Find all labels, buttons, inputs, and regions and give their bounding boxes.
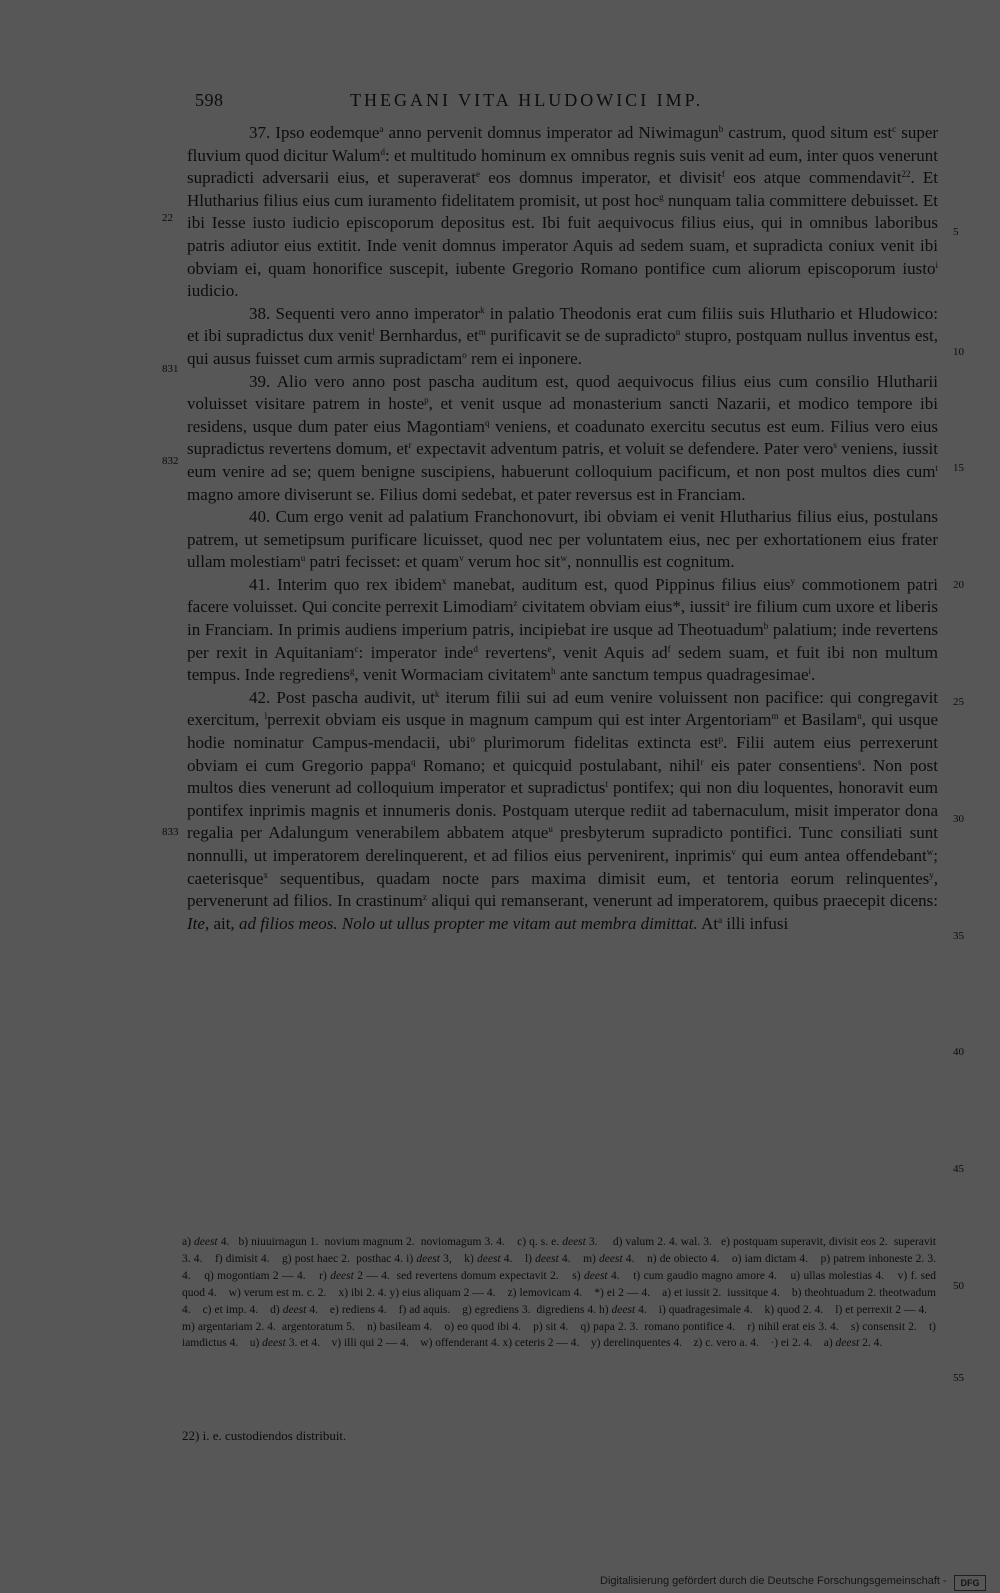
chapter-paragraph (187, 574, 938, 687)
year-marker: 832 (162, 455, 179, 467)
apparatus-note: a) deest 4. b) niuuirnagun 1. novium magnum 2. noviomagum 3. 4. c) q. s. e. deest 3. d) valum 2. 4. wal. 3. e) postquam superavit, divisit eos 2. superavit 3. 4. f) dimisit 4. g) post haec 2. posthac 4. i) deest 3, k) deest 4. l) deest 4. m) deest 4. n) de obiecto 4. o) iam dictam 4. p) patrem inhoneste 2. 3. 4. q) mogontiam 2 — 4. r) deest 2 — 4. sed revertens domum expectavit 2. s) deest 4. t) cum gaudio magno amore 4. u) ullas molestias 4. v) f. sed quod 4. w) verum est m. c. 2. x) ibi 2. 4. y) eius aliquam 2 — 4. z) lemovicam 4. *) ei 2 — 4. a) et iussit 2. iussitque 4. b) theohtuadum 2. theotwadum 4. c) et imp. 4. d) deest 4. e) rediens 4. f) ad aquis. g) egrediens 3. digrediens 4. h) deest 4. i) quadragesimale 4. k) quod 2. 4. l) et perrexit 2 — 4. m) argentariam 2. 4. argentoratum 5. n) basileam 4. o) eo quod ibi 4. p) sit 4. q) papa 2. 3. romano pontifice 4. r) nihil erat eis 3. 4. s) consensit 2. t) iamdictus 4. u) deest 3. et 4. v) illi qui 2 — 4. w) offenderant 4. x) ceteris 2 — 4. y) derelinquentes 4. z) c. vero a. 4. ·) ei 2. 4. a) deest 2. 4. (182, 1236, 937, 1350)
chapter-number: 42. (249, 687, 277, 707)
line-number: 5 (953, 226, 959, 238)
year-marker: 833 (162, 826, 179, 838)
line-number: 20 (953, 579, 964, 591)
chapter-number: 39. (249, 371, 277, 391)
year-marker: 22 (162, 212, 173, 224)
chapter-paragraph (187, 687, 938, 936)
critical-apparatus (182, 1234, 936, 1352)
line-number: 40 (953, 1046, 964, 1058)
line-number: 30 (953, 813, 964, 825)
main-text (187, 122, 938, 935)
dfg-logo: DFG (954, 1575, 986, 1591)
funding-footer (600, 1575, 998, 1591)
chapter-text: Post pascha audivit, $ut^k$ iterum filii sui ad eum venire voluissent non pacifice: qui congregavit exercitum, $^l$perrexit obviam eis usque in magnum campum qui est inter Argentoriam$^m$ et Basilam$^n$, qui usque hodie nominatur Campus-mendacii, ubi$^o$ plurimorum fidelitas extincta est$^p$. Filii autem eius perrexerunt obviam ei cum Gregorio pappa$^q$ Romano; et quicquid postulabant, nihil$^r$ eis pater consentiens$^s$. Non post multos dies venerunt ad colloquium imperator et supradictus$^t$ pontifex; qui non diu loquentes, honoravit eum pontifex inprimis magnis et innumeris donis. Postquam uterque rediit ad tabernaculum, misit imperator dona regalia per Adalungum venerabilem abbatem atque$^u$ presbyterum supradicto pontifici. Tunc consiliati sunt nonnulli, ut imperatorem derelinquerent, et ad filios eius pervenirent, inprimis$^v$ qui eum antea offendebant$^w$; caeterisque$^x$ sequentibus, quadam nocte pars maxima dimisit eum, et tentoria eorum relinquentes$^y$, pervenerunt ad filios. In crastinum$^z$ aliqui qui remanserant, venerunt ad imperatorem, quibus praecepit dicens: Ite, ait, ad filios meos. Nolo ut ullus propter me vitam aut membra dimittat. At$^a$ illi infusi (187, 687, 939, 933)
chapter-paragraph (187, 303, 938, 371)
chapter-text: Alio vero anno post pascha auditum est, quod aequivocus filius eius cum consilio Hlutharii voluisset visitare patrem in hoste$^p$, et venit usque ad monasterium sancti Nazarii, et modico tempore ibi residens, usque dum pater eius Magontiam$^q$ veniens, et coadunato exercitu secutus est eum. Filius vero eius supradictus revertens domum, $et^r$ expectavit adventum patris, et voluit se defendere. Pater vero$^s$ veniens, iussit eum venire ad se; quem benigne suscipiens, habuerunt colloquium pacificum, et non post multos dies cum$^t$ magno amore diviserunt se. Filius domi sedebat, et pater reversus est in Franciam. (187, 371, 938, 504)
page-number: 598 (195, 90, 224, 110)
chapter-number: 40. (249, 507, 276, 527)
chapter-paragraph (187, 506, 938, 574)
line-number: 45 (953, 1163, 964, 1175)
line-number: 35 (953, 930, 964, 942)
line-number: 55 (953, 1372, 964, 1384)
line-number: 50 (953, 1280, 964, 1292)
chapter-text: Interim quo rex ibidem$^x$ manebat, auditum est, quod Pippinus filius eius$^y$ commotionem patri facere voluisset. Qui concite perrexit Limodiam$^z$ civitatem obviam eius*, iussit$^a$ ire filium cum uxore et liberis in Franciam. In primis audiens imperium patris, incipiebat ire usque ad Theotuadum$^b$ palatium; inde revertens per rexit in Aquitaniam$^c$: imperator inde$^d$ revertens$^e$, venit Aquis $ad^f$ sedem suam, et fuit ibi non multum tempus. Inde regrediens$^g$, venit Wormaciam civitatem$^h$ ante sanctum tempus quadragesimae$^i$. (187, 574, 939, 685)
line-number: 10 (953, 346, 964, 358)
line-number: 25 (953, 696, 964, 708)
chapter-number: 38. (249, 303, 276, 323)
chapter-paragraph (187, 371, 938, 507)
chapter-number: 41. (249, 574, 278, 594)
year-marker: 831 (162, 363, 179, 375)
line-number: 15 (953, 462, 964, 474)
chapter-text: Cum ergo venit ad palatium Franchonovurt, ibi obviam ei venit Hlutharius filius eius, postulans patrem, ut semetipsum purificare licuisset, quod nec per voluntatem eius, nec per exhortationem eius frater ullam molestiam$^u$ patri fecisset: et quam$^v$ verum hoc sit$^w$, nonnullis est cognitum. (187, 507, 939, 572)
footnote: 22) i. e. custodiendos distribuit. (182, 1428, 347, 1443)
chapter-text: Ipso eodemque$^a$ anno pervenit domnus imperator ad Niwimagun$^b$ castrum, quod situm est$^c$ super fluvium quod dicitur Walum$^d$: et multitudo hominum ex omnibus regnis suis venit ad eum, inter quos venerunt supradicti adversarii eius, et superaverat$^e$ eos domnus imperator, et divisit$^f$ eos atque commendavit$^{22}$. Et Hlutharius filius eius cum iuramento fidelitatem promisit, ut post hoc$^g$ nunquam talia committere debuisset. Et ibi Iesse iusto iudicio episcoporum depositus est. Ibi fuit aequivocus filius eius, qui in omnibus laboribus patris adiutor eius extitit. Inde venit domnus imperator Aquis ad sedem suam, et supradicta coniux venit ibi obviam ei, quam honorifice suscepit, iubente Gregorio Romano pontifice cum aliorum episcoporum iusto$^i$ iudicio. (187, 123, 939, 301)
running-title: THEGANI VITA HLUDOWICI IMP. (350, 90, 704, 110)
chapter-text: Sequenti vero anno imperator$^k$ in palatio Theodonis erat cum filiis suis Hluthario et Hludowico: et ibi supradictus dux venit$^l$ Bernhardus, $et^m$ purificavit se de supradicto$^n$ stupro, postquam nullus inventus est, qui ausus fuisset cum armis supradictam$^o$ rem ei inponere. (187, 303, 939, 368)
chapter-number: 37. (249, 123, 276, 142)
chapter-paragraph (187, 122, 938, 303)
footer-text: Digitalisierung gefördert durch die Deutsche Forschungsgemeinschaft - (600, 1575, 947, 1587)
